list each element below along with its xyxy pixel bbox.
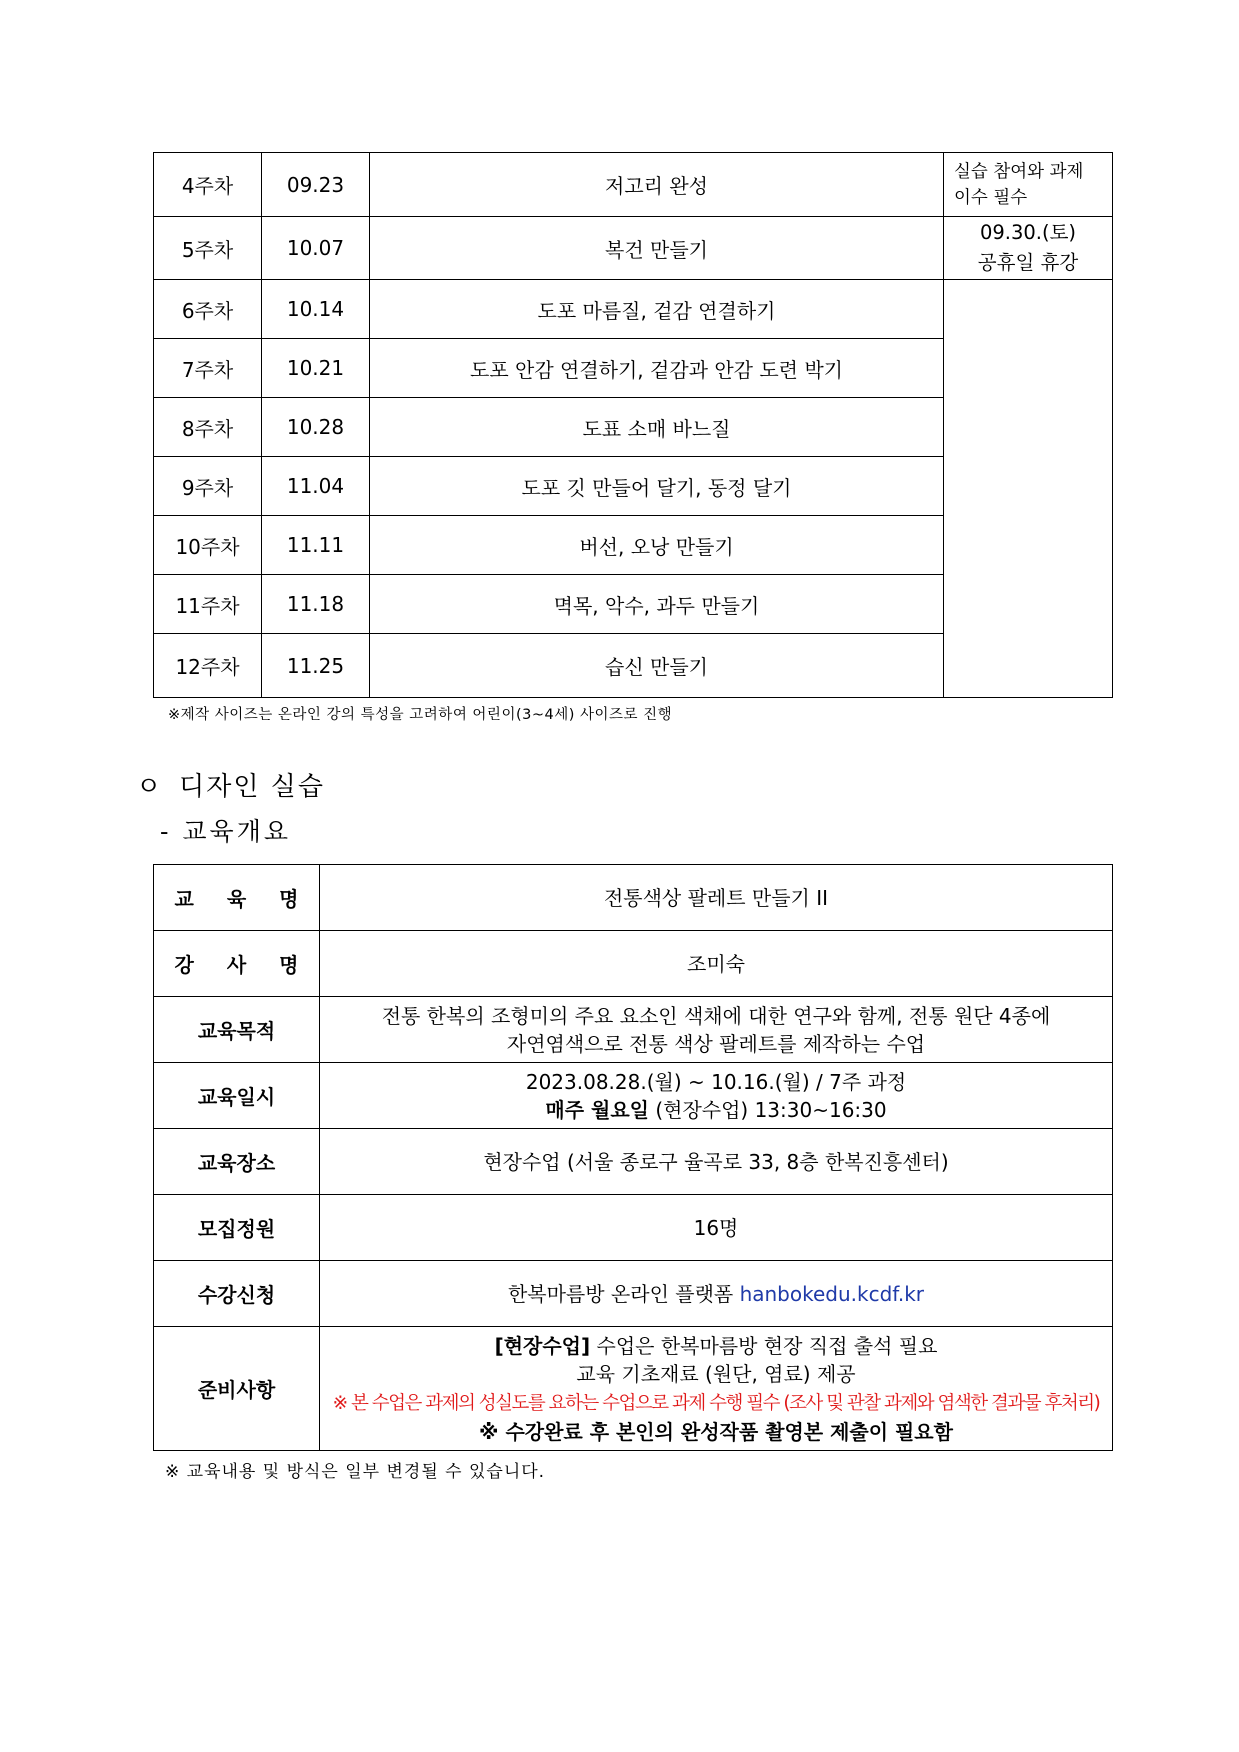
schedule-table — [153, 152, 1113, 698]
instructor-value: 조미숙 — [320, 931, 1113, 997]
date-cell: 11.18 — [262, 575, 370, 634]
content-cell: 버선, 오낭 만들기 — [370, 516, 944, 575]
overview-row — [154, 1129, 1113, 1195]
overview-row — [154, 1195, 1113, 1261]
content-cell: 도포 깃 만들어 달기, 동정 달기 — [370, 457, 944, 516]
content-cell: 도포 마름질, 겉감 연결하기 — [370, 280, 944, 339]
date-cell: 10.14 — [262, 280, 370, 339]
purpose-line: 전통 한복의 조형미의 주요 요소인 색채에 대한 연구와 함께, 전통 원단 4종에 — [381, 1003, 1051, 1028]
schedule-row — [154, 217, 1113, 280]
section-title-text: 디자인 실습 — [179, 772, 325, 802]
content-cell: 습신 만들기 — [370, 634, 944, 698]
week-cell: 6주차 — [154, 280, 262, 339]
overview-row — [154, 997, 1113, 1063]
week-cell: 5주차 — [154, 217, 262, 280]
week-cell: 8주차 — [154, 398, 262, 457]
instructor-label: 강 사 명 — [154, 931, 320, 997]
course-name-value: 전통색상 팔레트 만들기 II — [320, 865, 1113, 931]
note-line: 이수 필수 — [954, 187, 1028, 208]
week-cell: 4주차 — [154, 153, 262, 217]
empty-note-cell — [944, 280, 1113, 698]
date-cell: 10.07 — [262, 217, 370, 280]
registration-label: 수강신청 — [154, 1261, 320, 1327]
section-title — [136, 766, 325, 803]
content-cell: 도포 안감 연결하기, 겉감과 안감 도련 박기 — [370, 339, 944, 398]
course-name-label: 교 육 명 — [154, 865, 320, 931]
prep-tag: [현장수업] — [494, 1333, 591, 1358]
purpose-label: 교육목적 — [154, 997, 320, 1063]
date-cell: 11.04 — [262, 457, 370, 516]
location-value: 현장수업 (서울 종로구 율곡로 33, 8층 한복진흥센터) — [320, 1129, 1113, 1195]
bullet-icon: ㅇ — [136, 772, 164, 802]
schedule-time: (현장수업) 13:30~16:30 — [648, 1097, 887, 1122]
change-footnote: ※ 교육내용 및 방식은 일부 변경될 수 있습니다. — [165, 1462, 546, 1482]
schedule-row — [154, 153, 1113, 217]
week-cell: 10주차 — [154, 516, 262, 575]
prep-label: 준비사항 — [154, 1327, 320, 1451]
week-cell: 12주차 — [154, 634, 262, 698]
overview-row — [154, 1327, 1113, 1451]
overview-row — [154, 865, 1113, 931]
date-cell: 10.21 — [262, 339, 370, 398]
prep-line: 수업은 한복마름방 현장 직접 출석 필요 — [590, 1333, 938, 1358]
content-cell: 도표 소매 바느질 — [370, 398, 944, 457]
note-cell — [944, 153, 1113, 217]
prep-line: 교육 기초재료 (원단, 염료) 제공 — [576, 1361, 856, 1386]
prep-submission-note: ※ 수강완료 후 본인의 완성작품 촬영본 제출이 필요함 — [479, 1419, 953, 1444]
prep-value — [320, 1327, 1113, 1451]
week-cell: 7주차 — [154, 339, 262, 398]
schedule-row — [154, 280, 1113, 339]
date-cell: 11.11 — [262, 516, 370, 575]
registration-text: 한복마름방 온라인 플랫폼 — [507, 1281, 740, 1306]
note-line: 실습 참여와 과제 — [954, 161, 1084, 182]
overview-row — [154, 1261, 1113, 1327]
content-cell: 저고리 완성 — [370, 153, 944, 217]
capacity-value: 16명 — [320, 1195, 1113, 1261]
overview-table — [153, 864, 1113, 1451]
location-label: 교육장소 — [154, 1129, 320, 1195]
overview-row — [154, 931, 1113, 997]
schedule-day: 매주 월요일 — [545, 1097, 649, 1122]
overview-row — [154, 1063, 1113, 1129]
purpose-value — [320, 997, 1113, 1063]
content-cell: 멱목, 악수, 과두 만들기 — [370, 575, 944, 634]
week-cell: 11주차 — [154, 575, 262, 634]
prep-warning: ※ 본 수업은 과제의 성실도를 요하는 수업으로 과제 수행 필수 (조사 및 관찰 과제와 염색한 결과물 후처리) — [332, 1392, 1100, 1414]
week-cell: 9주차 — [154, 457, 262, 516]
size-footnote: ※제작 사이즈는 온라인 강의 특성을 고려하여 어린이(3~4세) 사이즈로 진행 — [168, 707, 673, 723]
registration-value — [320, 1261, 1113, 1327]
content-cell: 복건 만들기 — [370, 217, 944, 280]
purpose-line: 자연염색으로 전통 색상 팔레트를 제작하는 수업 — [506, 1031, 926, 1056]
registration-link[interactable]: hanbokedu.kcdf.kr — [739, 1281, 925, 1306]
note-line: 공휴일 휴강 — [977, 251, 1079, 274]
note-line: 09.30.(토) — [979, 221, 1077, 244]
date-cell: 10.28 — [262, 398, 370, 457]
schedule-line: 2023.08.28.(월) ~ 10.16.(월) / 7주 과정 — [525, 1069, 907, 1094]
schedule-value — [320, 1063, 1113, 1129]
date-cell: 11.25 — [262, 634, 370, 698]
schedule-label: 교육일시 — [154, 1063, 320, 1129]
sub-title: - 교육개요 — [160, 817, 291, 846]
holiday-note-cell — [944, 217, 1113, 280]
capacity-label: 모집정원 — [154, 1195, 320, 1261]
date-cell: 09.23 — [262, 153, 370, 217]
